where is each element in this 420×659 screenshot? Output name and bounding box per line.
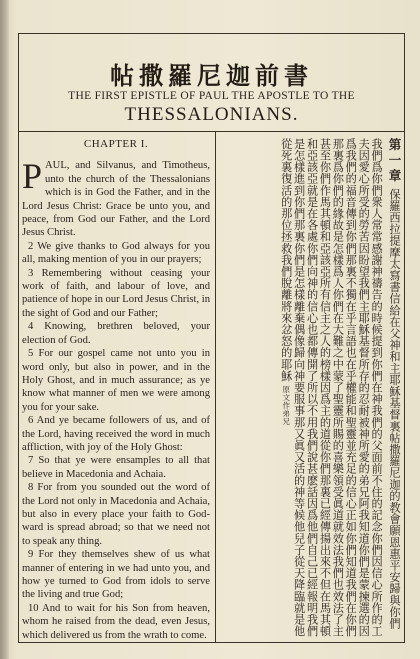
chinese-note: 原文作弟兄 [281, 385, 291, 426]
verse-10: 10 And to wait for his Son from heaven, whom he raised from the dead, even Jesus, which delivered us from the wrath to come. [22, 602, 210, 641]
verse-3: 3 Remembering without ceasing your work of faith, and labour of love, and patience of hope in our Lord Jesus Christ, in the sight of God and our Father; [22, 267, 211, 319]
verse-2: 2 We give thanks to God always for you all, making mention of you in our prayers; [22, 240, 210, 266]
verse-7: 7 So that ye were ensamples to all that believe in Macedonia and Achaia. [22, 455, 210, 480]
book-title-chinese: 帖撒羅尼迦前書 [110, 62, 313, 90]
header-rule [18, 131, 405, 132]
verse-9: 9 For they themselves shew of us what manner of entering in we had unto you, and how ye turned to God from idols to serve the living and true God; [22, 549, 210, 601]
verse-6: 6 And ye became followers of us, and of the Lord, having received the word in much affliction, with joy of the Holy Ghost: [22, 415, 210, 453]
book-gutter [0, 0, 9, 659]
book-title-english-line1: THE FIRST EPISTLE OF PAUL THE APOSTLE TO THE [68, 90, 355, 102]
verse-5: 5 For our gospel came not unto you in word only, but also in power, and in the Holy Ghost, and in much assurance; as ye know what manner of men we were among you for your sake. [22, 348, 210, 413]
chapter-heading-english: CHAPTER I. [83, 138, 149, 150]
drop-cap: P [22, 156, 43, 197]
chapter-heading-chinese: 第一章 [387, 138, 402, 185]
chinese-column [220, 138, 400, 638]
verse-8: 8 For from you sounded out the word of the Lord not only in Macedonia and Achaia, but also in every place your faith to God-ward is spread abroad; so that we need not to speak any thing. [22, 482, 210, 547]
english-column [22, 136, 210, 641]
verse-4: 4 Knowing, brethren beloved, your election of God. [22, 321, 210, 346]
verse-1 [22, 156, 210, 239]
verse-text: AUL, and Silvanus, and Timotheus, unto the church of the Thessalonians which is in God the Father, and in the Lord Jesus Christ: Grace be unto you, and peace, from God our Father, and the Lord Jesus Christ. [22, 160, 210, 239]
column-divider [215, 132, 216, 643]
running-head [14, 10, 409, 30]
chinese-text: 保羅西拉提摩太寫書信給在父神和主耶穌基督裏帖撒羅尼迦的教會願恩惠平安歸與你們我們爲你們衆人常常感謝神禱告的時候提到你們在神我們的父面前不住的記念你們因信心所作的工夫因愛心所受的勞苦因盼望我們主耶穌基督所存的忍耐被神所愛的弟兄阿我知道你們是蒙揀選的因爲我們的福音傳到你們那裏不獨在乎言語也在乎權能和聖靈並充足的信心正如你們知道我們在你們那裏爲你們的緣故是怎樣爲人你們在大難之中蒙了聖靈所賜的喜樂領受眞道就效法我們也效法了主甚至你們作馬其頓和亞該亞所有信主之人的榜樣因爲主的道從你們那裏已經傳揚出來不但在馬其頓和亞該亞就是在各處你們向神的信心也都傳開了所以不用我們說甚麽話因爲他們自己已經報明我們是怎樣進到你們那裏你們是怎樣離棄偶像歸向神要服事那又眞又活的神等候他兒子從天降臨就是他從死裏復活的那位拯救我們脫離將來忿怒的耶穌 [279, 138, 401, 637]
book-title-english-line2: THESSALONIANS. [124, 104, 299, 125]
